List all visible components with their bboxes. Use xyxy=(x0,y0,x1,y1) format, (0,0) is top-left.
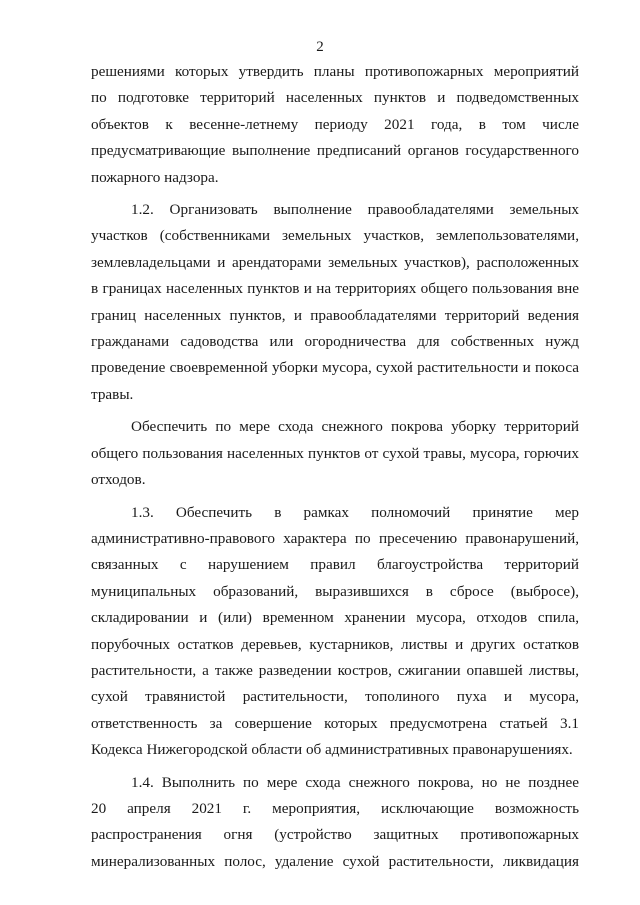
text-line: растительности, а также разведении костров, сжигании опавшей листвы, xyxy=(91,661,579,679)
text-line: минерализованных полос, удаление сухой растительности, ликвидация xyxy=(91,852,579,870)
text-line: границ населенных пунктов, и правообладателями территорий ведения xyxy=(91,306,579,324)
text-line: участков (собственниками земельных участков, землепользователями, xyxy=(91,227,579,245)
text-line: в границах населенных пунктов и на территориях общего пользования вне xyxy=(91,280,579,298)
text-line: 1.3. Обеспечить в рамках полномочий принятие мер xyxy=(131,503,579,521)
text-line: складировании и (или) временном хранении мусора, отходов спила, xyxy=(91,609,579,627)
text-line: землевладельцами и арендаторами земельных участков), расположенных xyxy=(91,253,579,271)
text-line: административно-правового характера по пресечению правонарушений, xyxy=(91,529,579,547)
text-line: пожарного надзора. xyxy=(91,168,219,186)
text-line: муниципальных образований, выразившихся в сбросе (выбросе), xyxy=(91,582,579,600)
paragraph-1-4 xyxy=(91,770,579,876)
text-line: объектов к весенне-летнему периоду 2021 года, в том числе xyxy=(91,115,579,133)
text-line: ответственность за совершение которых предусмотрена статьей 3.1 xyxy=(91,714,579,732)
text-line: 1.4. Выполнить по мере схода снежного покрова, но не позднее xyxy=(131,773,579,791)
text-line: общего пользования населенных пунктов от сухой травы, мусора, горючих xyxy=(91,444,579,462)
text-line: гражданами садоводства или огородничества для собственных нужд xyxy=(91,333,579,351)
text-line: отходов. xyxy=(91,471,146,489)
text-line: 20 апреля 2021 г. мероприятия, исключающие возможность xyxy=(91,799,579,817)
text-line: порубочных остатков деревьев, кустарников, листвы и других остатков xyxy=(91,635,579,653)
page-number: 2 xyxy=(316,39,324,55)
text-line: по подготовке территорий населенных пунктов и подведомственных xyxy=(91,89,579,107)
text-line: проведение своевременной уборки мусора, сухой растительности и покоса xyxy=(91,359,579,377)
text-line: 1.2. Организовать выполнение правообладателями земельных xyxy=(131,201,579,219)
paragraph-1-2 xyxy=(91,197,579,408)
text-line: травы. xyxy=(91,385,134,403)
text-line: предусматривающие выполнение предписаний органов государственного xyxy=(91,142,579,160)
text-line: распространения огня (устройство защитных противопожарных xyxy=(91,826,579,844)
text-line: решениями которых утвердить планы противопожарных мероприятий xyxy=(91,63,579,80)
text-line: Кодекса Нижегородской области об административных правонарушениях. xyxy=(91,741,573,759)
paragraph-continuation xyxy=(91,59,579,191)
text-line: Обеспечить по мере схода снежного покрова уборку территорий xyxy=(131,418,579,436)
paragraph-cleanup xyxy=(91,414,579,493)
document-body xyxy=(91,59,579,875)
paragraph-1-3 xyxy=(91,500,579,764)
text-line: связанных с нарушением правил благоустройства территорий xyxy=(91,556,579,574)
text-line: сухой травянистой растительности, тополиного пуха и мусора, xyxy=(91,688,579,706)
